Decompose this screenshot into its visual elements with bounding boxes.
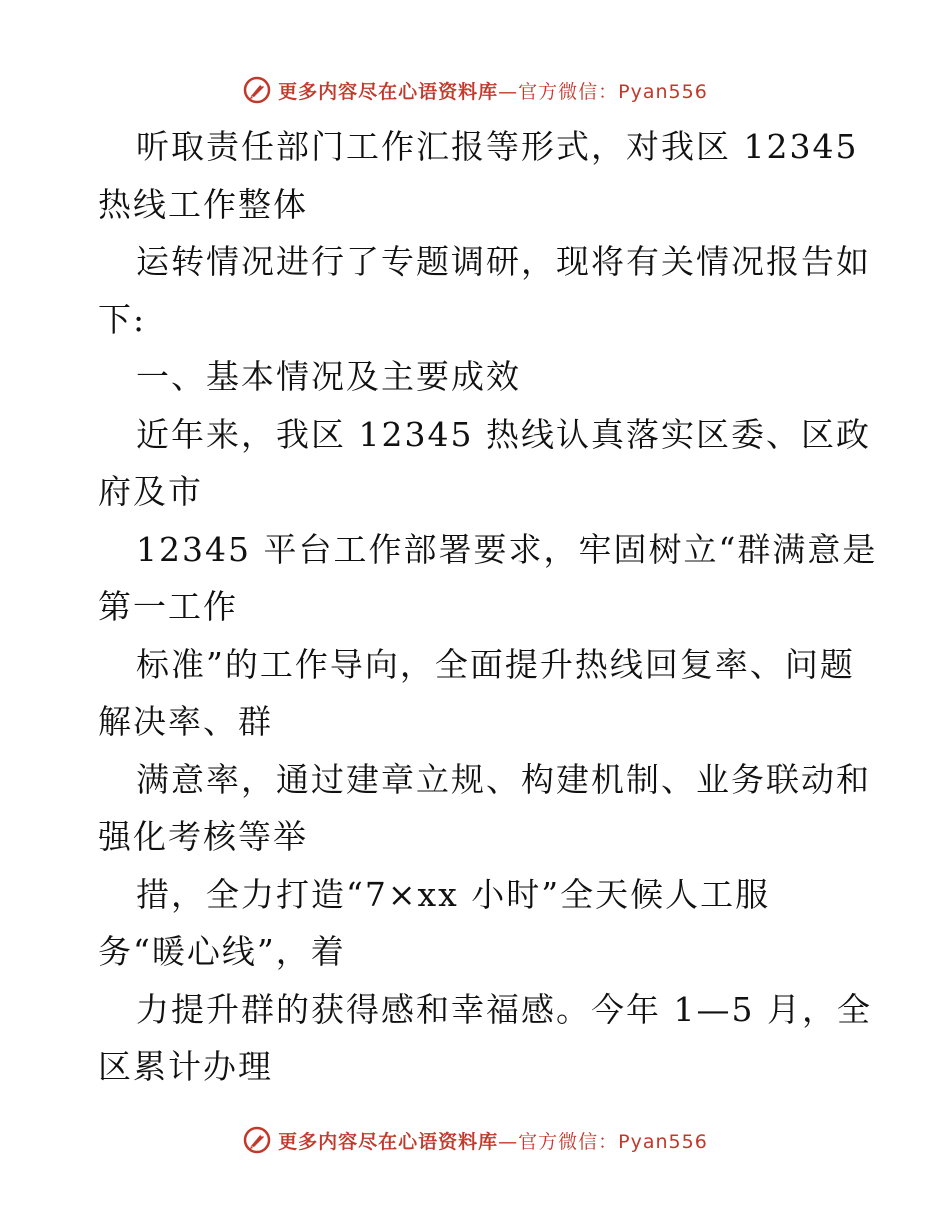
footer-banner [0, 1120, 950, 1160]
body-line: 措，全力打造“7×xx 小时”全天候人工服 [136, 874, 771, 914]
pen-nib-circle-icon [242, 1125, 272, 1155]
body-line: 第一工作 [98, 587, 238, 626]
header-banner-dash: — [498, 80, 519, 103]
document-body [98, 118, 878, 1096]
body-line: 满意率，通过建章立规、构建机制、业务联动和 [136, 759, 871, 799]
footer-banner-main: 更多内容尽在心语资料库 [278, 1130, 499, 1153]
body-line: 强化考核等举 [98, 817, 308, 856]
pen-nib-circle-icon [242, 75, 272, 105]
body-line: 解决率、群 [98, 702, 273, 741]
footer-banner-text [278, 1127, 708, 1154]
body-line: 12345 平台工作部署要求，牢固树立“群满意是 [136, 529, 878, 569]
body-line: 区累计办理 [98, 1047, 273, 1086]
header-banner [0, 70, 950, 110]
body-line: 标准”的工作导向，全面提升热线回复率、问题 [136, 644, 855, 684]
footer-banner-dash: — [498, 1130, 519, 1153]
header-banner-official: 官方微信：Pyan556 [518, 80, 708, 103]
header-banner-text [278, 77, 708, 104]
body-line: 运转情况进行了专题调研，现将有关情况报告如 [136, 242, 871, 281]
body-line: 务“暖心线”，着 [98, 932, 346, 971]
body-line: 下: [98, 299, 147, 339]
body-line: 近年来，我区 12345 热线认真落实区委、区政 [136, 414, 871, 454]
footer-banner-official: 官方微信：Pyan556 [518, 1130, 708, 1153]
body-line: 热线工作整体 [98, 184, 308, 224]
body-line: 听取责任部门工作汇报等形式，对我区 12345 [136, 127, 859, 166]
section-heading: 一、基本情况及主要成效 [136, 357, 521, 396]
body-line: 府及市 [98, 472, 203, 511]
body-line: 力提升群的获得感和幸福感。今年 1—5 月，全 [136, 989, 872, 1029]
header-banner-main: 更多内容尽在心语资料库 [278, 80, 499, 103]
